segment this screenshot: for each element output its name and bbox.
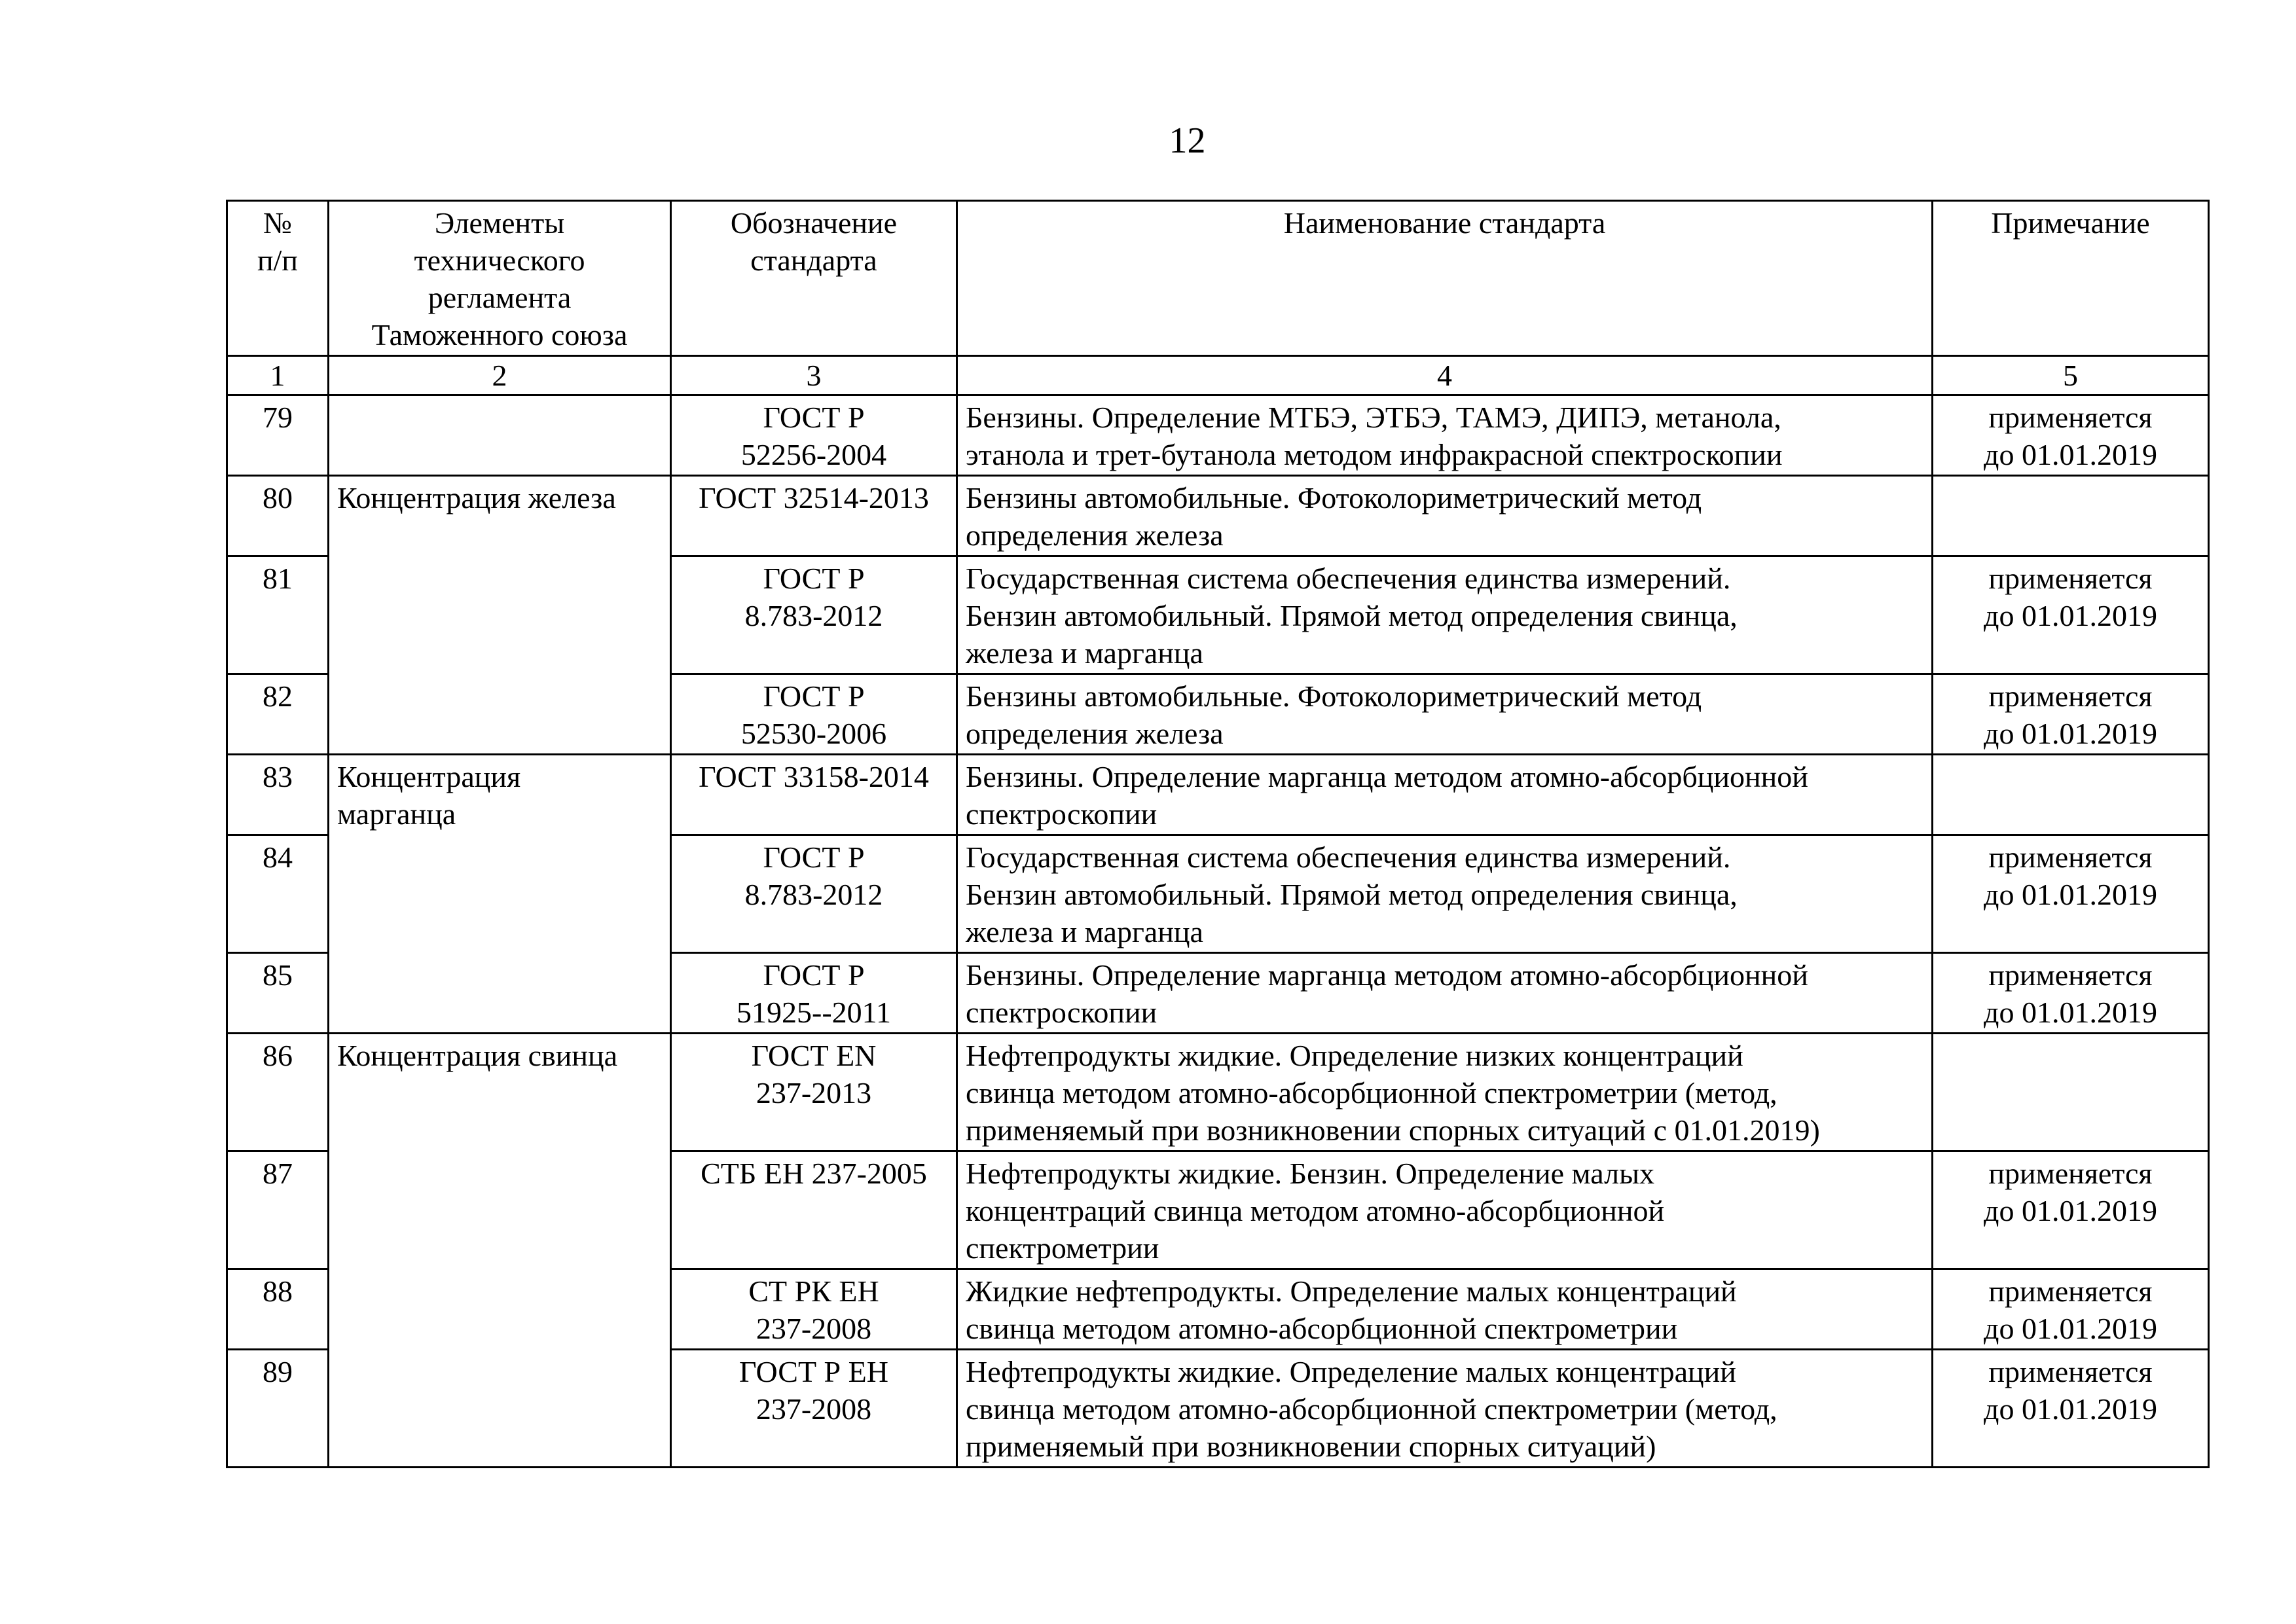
designation-line: ГОСТ Р ЕН xyxy=(739,1355,888,1388)
regulation-element-line: марганца xyxy=(337,797,456,831)
note-line: до 01.01.2019 xyxy=(1984,717,2157,750)
note-line: применяется xyxy=(1988,840,2153,874)
note-line: до 01.01.2019 xyxy=(1984,599,2157,632)
designation-line: 237-2008 xyxy=(756,1392,872,1426)
standard-name-line: применяемый при возникновении спорных ситуаций) xyxy=(966,1430,1656,1463)
note xyxy=(1933,755,2209,835)
standard-designation xyxy=(671,476,957,556)
standard-designation xyxy=(671,1034,957,1151)
standard-name-line: Нефтепродукты жидкие. Определение малых концентраций xyxy=(966,1355,1736,1388)
standard-name-line: Бензины автомобильные. Фотоколориметрический метод xyxy=(966,481,1702,514)
standard-name-line: свинца методом атомно-абсорбционной спектрометрии (метод, xyxy=(966,1392,1777,1426)
designation-line: СТБ ЕН 237-2005 xyxy=(701,1157,927,1190)
standard-name-line: свинца методом атомно-абсорбционной спектрометрии xyxy=(966,1312,1678,1345)
note-line: применяется xyxy=(1988,1274,2153,1308)
note xyxy=(1933,835,2209,953)
standard-name-line: Бензины автомобильные. Фотоколориметрический метод xyxy=(966,679,1702,713)
column-number: 4 xyxy=(957,356,1933,395)
column-number: 3 xyxy=(671,356,957,395)
designation-line: 8.783-2012 xyxy=(744,599,883,632)
standard-name xyxy=(957,835,1933,953)
standard-name xyxy=(957,674,1933,755)
header-text-line: Обозначение xyxy=(730,206,898,240)
standard-designation xyxy=(671,755,957,835)
designation-line: 51925--2011 xyxy=(737,996,891,1029)
header-regulation-element xyxy=(329,201,671,356)
note-line: до 01.01.2019 xyxy=(1984,438,2157,471)
note-line: применяется xyxy=(1988,958,2153,992)
note xyxy=(1933,953,2209,1034)
note-line: до 01.01.2019 xyxy=(1984,996,2157,1029)
row-number: 84 xyxy=(227,835,329,953)
note-line: до 01.01.2019 xyxy=(1984,1312,2157,1345)
designation-line: 52256-2004 xyxy=(740,438,887,471)
table-row xyxy=(227,755,2209,835)
header-text-line: Примечание xyxy=(1991,206,2150,240)
designation-line: ГОСТ Р xyxy=(763,840,865,874)
regulation-element xyxy=(329,755,671,1034)
row-number: 80 xyxy=(227,476,329,556)
note xyxy=(1933,1269,2209,1350)
row-number: 81 xyxy=(227,556,329,674)
standard-name-line: определения железа xyxy=(966,717,1224,750)
standard-designation xyxy=(671,953,957,1034)
designation-line: 237-2013 xyxy=(756,1076,872,1110)
row-number: 85 xyxy=(227,953,329,1034)
note xyxy=(1933,1350,2209,1468)
designation-line: ГОСТ Р xyxy=(763,679,865,713)
standard-name-line: Нефтепродукты жидкие. Бензин. Определение малых xyxy=(966,1157,1654,1190)
designation-line: ГОСТ Р xyxy=(763,401,865,434)
header-text-line: Наименование стандарта xyxy=(1283,206,1606,240)
standard-name-line: свинца методом атомно-абсорбционной спектрометрии (метод, xyxy=(966,1076,1777,1110)
standard-name xyxy=(957,395,1933,476)
column-numbers-row xyxy=(227,356,2209,395)
standard-name-line: Нефтепродукты жидкие. Определение низких концентраций xyxy=(966,1039,1743,1072)
designation-line: ГОСТ 33158-2014 xyxy=(699,760,929,793)
header-text-line: регламента xyxy=(428,281,572,314)
standard-name xyxy=(957,953,1933,1034)
standard-name-line: Бензин автомобильный. Прямой метод определения свинца, xyxy=(966,878,1738,911)
column-number: 1 xyxy=(227,356,329,395)
regulation-element-line: Концентрация железа xyxy=(337,481,616,514)
standard-name xyxy=(957,1269,1933,1350)
designation-line: ГОСТ Р xyxy=(763,958,865,992)
note xyxy=(1933,674,2209,755)
header-row xyxy=(227,201,2209,356)
designation-line: 52530-2006 xyxy=(740,717,887,750)
standard-name-line: Государственная система обеспечения единства измерений. xyxy=(966,840,1731,874)
standard-name-line: железа и марганца xyxy=(966,915,1203,948)
table-row xyxy=(227,476,2209,556)
regulation-element xyxy=(329,476,671,755)
designation-line: 8.783-2012 xyxy=(744,878,883,911)
column-number: 5 xyxy=(1933,356,2209,395)
standard-name xyxy=(957,556,1933,674)
row-number: 82 xyxy=(227,674,329,755)
note xyxy=(1933,476,2209,556)
designation-line: 237-2008 xyxy=(756,1312,872,1345)
header-text-line: технического xyxy=(414,244,585,277)
designation-line: ГОСТ EN xyxy=(751,1039,877,1072)
standard-name-line: определения железа xyxy=(966,518,1224,552)
note-line: применяется xyxy=(1988,562,2153,595)
standard-name-line: Бензины. Определение марганца методом атомно-абсорбционной xyxy=(966,760,1808,793)
row-number: 79 xyxy=(227,395,329,476)
standard-name-line: Жидкие нефтепродукты. Определение малых концентраций xyxy=(966,1274,1737,1308)
standard-name-line: концентраций свинца методом атомно-абсорбционной xyxy=(966,1194,1665,1227)
note-line: применяется xyxy=(1988,1157,2153,1190)
regulation-element-line: Концентрация свинца xyxy=(337,1039,618,1072)
standard-name xyxy=(957,755,1933,835)
designation-line: ГОСТ 32514-2013 xyxy=(699,481,929,514)
header-text-line: Элементы xyxy=(434,206,565,240)
header-text-line: № xyxy=(263,206,292,240)
header-standard-designation xyxy=(671,201,957,356)
designation-line: ГОСТ Р xyxy=(763,562,865,595)
header-number xyxy=(227,201,329,356)
standard-name xyxy=(957,1151,1933,1269)
header-note xyxy=(1933,201,2209,356)
standard-name xyxy=(957,1350,1933,1468)
note xyxy=(1933,556,2209,674)
standards-table xyxy=(226,200,2210,1468)
standard-designation xyxy=(671,835,957,953)
standard-name-line: железа и марганца xyxy=(966,636,1203,670)
standard-designation xyxy=(671,556,957,674)
standard-name-line: этанола и трет-бутанола методом инфракрасной спектроскопии xyxy=(966,438,1783,471)
note xyxy=(1933,1034,2209,1151)
designation-line: СТ РК ЕН xyxy=(748,1274,879,1308)
standard-designation xyxy=(671,1269,957,1350)
standard-name xyxy=(957,476,1933,556)
page-number: 12 xyxy=(1169,120,1206,161)
header-text-line: стандарта xyxy=(750,244,877,277)
row-number: 88 xyxy=(227,1269,329,1350)
standard-name-line: применяемый при возникновении спорных ситуаций с 01.01.2019) xyxy=(966,1113,1820,1147)
standard-name-line: спектрометрии xyxy=(966,1231,1159,1265)
row-number: 83 xyxy=(227,755,329,835)
column-number: 2 xyxy=(329,356,671,395)
standard-name-line: спектроскопии xyxy=(966,996,1157,1029)
regulation-element-line: Концентрация xyxy=(337,760,521,793)
standard-designation xyxy=(671,1350,957,1468)
regulation-element xyxy=(329,395,671,476)
header-text-line: п/п xyxy=(257,244,298,277)
note-line: до 01.01.2019 xyxy=(1984,1194,2157,1227)
standard-designation xyxy=(671,674,957,755)
table-body xyxy=(227,395,2209,1468)
header-text-line: Таможенного союза xyxy=(371,318,628,352)
standard-name-line: спектроскопии xyxy=(966,797,1157,831)
standard-designation xyxy=(671,1151,957,1269)
row-number: 86 xyxy=(227,1034,329,1151)
table-row xyxy=(227,1034,2209,1151)
note-line: до 01.01.2019 xyxy=(1984,878,2157,911)
standard-name-line: Бензины. Определение МТБЭ, ЭТБЭ, ТАМЭ, ДИПЭ, метанола, xyxy=(966,401,1781,434)
note xyxy=(1933,1151,2209,1269)
row-number: 87 xyxy=(227,1151,329,1269)
note-line: применяется xyxy=(1988,401,2153,434)
regulation-element xyxy=(329,1034,671,1468)
note-line: до 01.01.2019 xyxy=(1984,1392,2157,1426)
standard-name-line: Бензины. Определение марганца методом атомно-абсорбционной xyxy=(966,958,1808,992)
standard-name-line: Государственная система обеспечения единства измерений. xyxy=(966,562,1731,595)
standard-name-line: Бензин автомобильный. Прямой метод определения свинца, xyxy=(966,599,1738,632)
header-standard-name xyxy=(957,201,1933,356)
row-number: 89 xyxy=(227,1350,329,1468)
note-line: применяется xyxy=(1988,679,2153,713)
table-row xyxy=(227,395,2209,476)
note-line: применяется xyxy=(1988,1355,2153,1388)
standard-designation xyxy=(671,395,957,476)
note xyxy=(1933,395,2209,476)
standard-name xyxy=(957,1034,1933,1151)
